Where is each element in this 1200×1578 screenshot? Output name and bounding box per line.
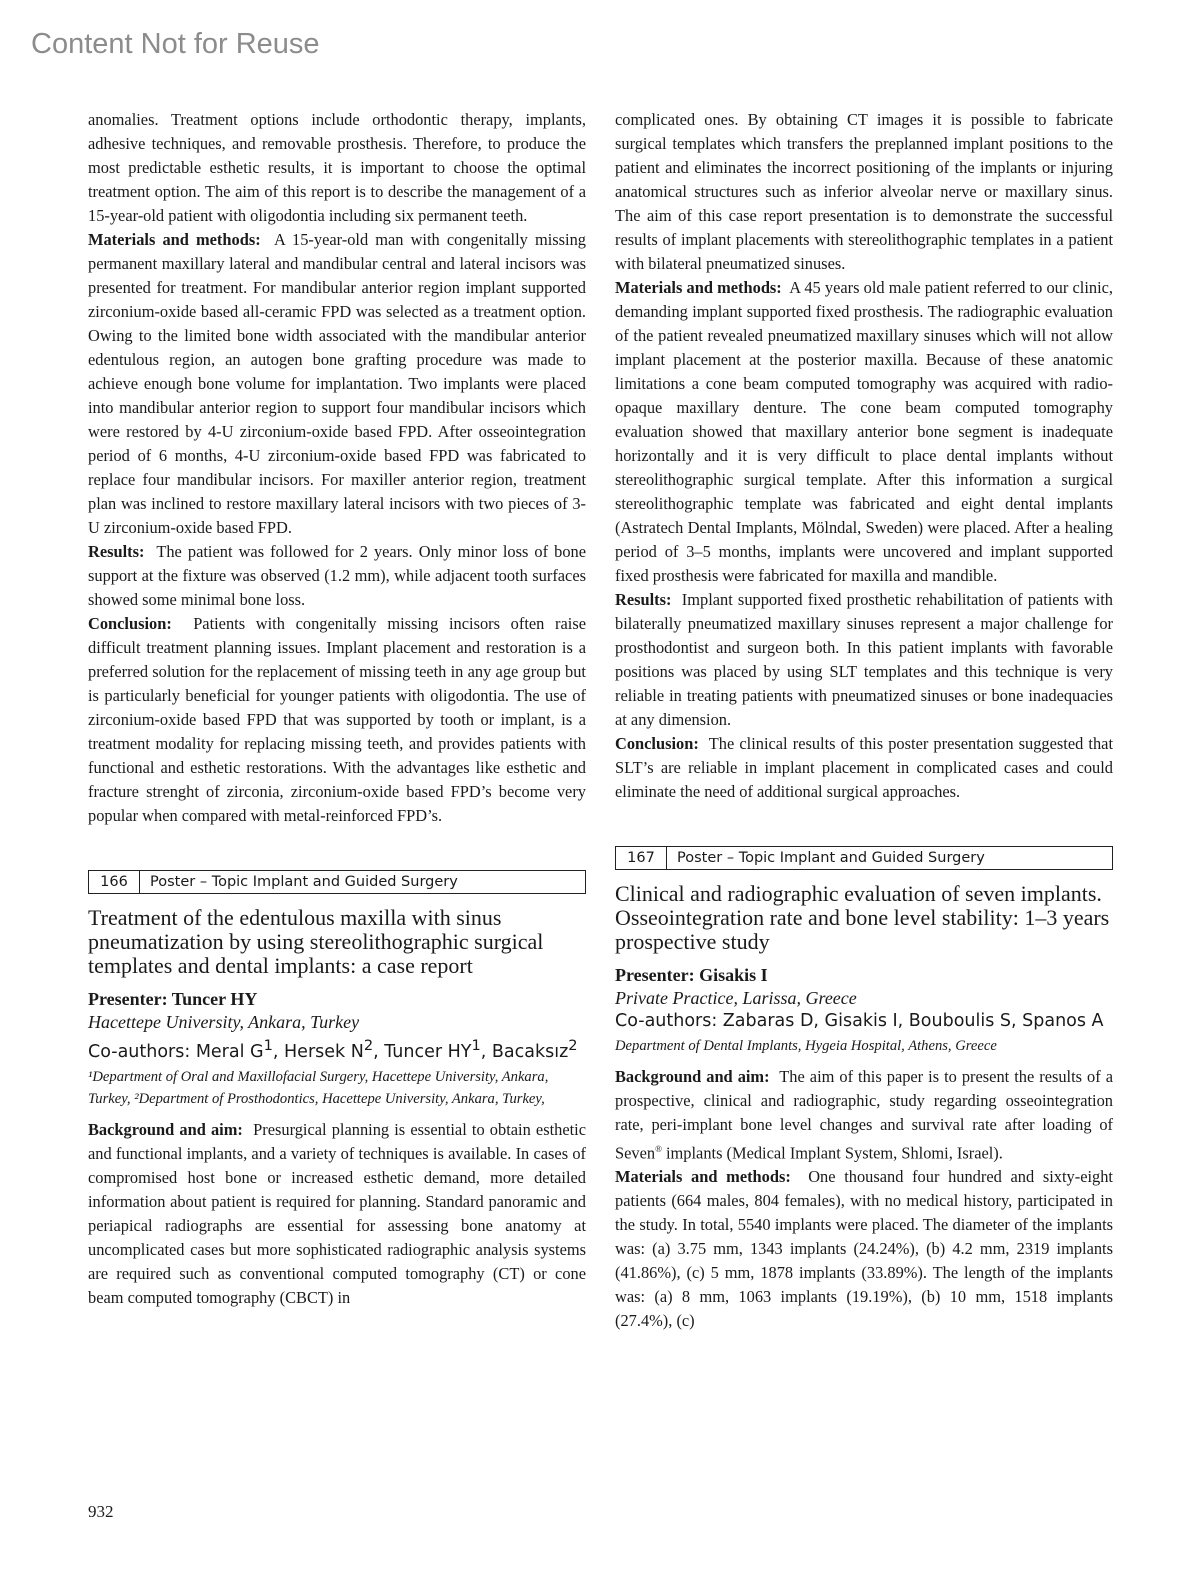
left-column bbox=[88, 108, 586, 1310]
departments: ¹Department of Oral and Maxillofacial Surgery, Hacettepe University, Ankara, Turkey, ²Department of Prosthodontics, Hacettepe University, Ankara, Turkey, bbox=[88, 1068, 549, 1107]
methods-text: One thousand four hundred and sixty-eight patients (664 males, 804 females), with no medical history, participated in the study. In total, 5540 implants were placed. The diameter of the implants was: (a) 3.75 mm, 1343 implants (24.24%), (b) 4.2 mm, 2319 implants (41.86%), (c) 5 mm, 1878 implants (33.89%). The length of the implants was: (a) 8 mm, 1063 implants (19.19%), (b) 10 mm, 1518 implants (27.4%), (c) bbox=[615, 1167, 1113, 1331]
conclusion-label: Conclusion: bbox=[615, 734, 699, 753]
abstract-167-background bbox=[615, 1065, 1113, 1165]
presenter-affiliation: Private Practice, Larissa, Greece bbox=[615, 988, 857, 1008]
results-label: Results: bbox=[615, 590, 672, 609]
abstract-topic: Poster – Topic Implant and Guided Surgery bbox=[150, 874, 458, 890]
abstract-166-title: Treatment of the edentulous maxilla with sinus pneumatization by using stereolithographic surgical templates and dental implants: a case report bbox=[88, 905, 544, 978]
coauthor-sup: 2 bbox=[568, 1037, 578, 1054]
registered-mark: ® bbox=[655, 1144, 662, 1154]
right-column bbox=[615, 108, 1113, 1333]
abstract-166-continuation: complicated ones. By obtaining CT images it is possible to fabricate surgical templates which transfers the preplanned implant positions to the patient and eliminates the incorrect positioning of the implants or injuring anatomical structures such as inferior alveolar nerve or maxillary sinus. The aim of this case report presentation is to demonstrate the successful results of implant placements with stereolithographic templates in a patient with bilateral pneumatized sinuses. bbox=[615, 110, 1113, 273]
methods-label: Materials and methods: bbox=[615, 1167, 791, 1187]
page-number: 932 bbox=[88, 1502, 114, 1521]
abstract-167-tag bbox=[615, 846, 1113, 870]
presenter: Presenter: Gisakis I bbox=[615, 965, 768, 985]
results-text: Implant supported fixed prosthetic rehabilitation of patients with bilaterally pneumatized maxillary sinuses represent a major challenge for prosthodontist and surgeon both. In this patient implants with favorable positions was placed by using SLT templates and this technique is very reliable in treating patients with pneumatized sinuses or bone inadequacies at any dimension. bbox=[615, 590, 1114, 729]
abstract-165-conclusion bbox=[88, 612, 586, 828]
coauthor-sup: 2 bbox=[363, 1037, 374, 1054]
abstract-165-intro: anomalies. Treatment options include orthodontic therapy, implants, adhesive techniques, and removable prosthesis. Therefore, to produce the most predictable esthetic results, it is important to choose the optimal treatment option. The aim of this report is to describe the management of a 15-year-old patient with oligodontia including six permanent teeth. bbox=[88, 110, 586, 225]
abstract-166-background bbox=[88, 1118, 586, 1310]
abstract-topic: Poster – Topic Implant and Guided Surgery bbox=[677, 850, 985, 866]
abstract-165-methods bbox=[88, 228, 586, 540]
presenter-affiliation: Hacettepe University, Ankara, Turkey bbox=[88, 1012, 360, 1032]
background-text-cont: implants (Medical Implant System, Shlomi, Israel). bbox=[661, 1143, 1003, 1163]
coauthors: Co-authors: Zabaras D, Gisakis I, Bouboulis S, Spanos A bbox=[615, 1011, 1104, 1031]
abstract-166-methods bbox=[615, 276, 1113, 588]
presenter: Presenter: Tuncer HY bbox=[88, 989, 258, 1009]
abstract-number: 166 bbox=[89, 871, 140, 893]
methods-text: A 45 years old male patient referred to our clinic, demanding implant supported fixed prosthesis. The radiographic evaluation of the patient revealed pneumatized maxillary sinuses which will not allow implant placement at the posterior maxilla. Because of these anatomic limitations a cone beam computed tomography was acquired with radio-opaque maxillary denture. The cone beam computed tomography evaluation showed that maxillary anterior bone segment is inadequate horizontally and it is very difficult to place dental implants without stereolithographic surgical template. After this information a surgical stereolithographic template was fabricated and eight dental implants (Astratech Dental Implants, Mölndal, Sweden) were placed. After a healing period of 3–5 months, implants were uncovered and implant supported fixed prosthesis were fabricated for maxilla and mandible. bbox=[615, 278, 1113, 585]
conclusion-label: Conclusion: bbox=[88, 614, 172, 633]
coauthor: Hersek N bbox=[284, 1041, 364, 1062]
department: Department of Dental Implants, Hygeia Hospital, Athens, Greece bbox=[615, 1038, 997, 1054]
abstract-165-results bbox=[88, 540, 586, 612]
conclusion-text: The clinical results of this poster presentation suggested that SLT’s are reliable in implant placement in complicated cases and could eliminate the need of additional surgical approaches. bbox=[615, 734, 1113, 801]
watermark: Content Not for Reuse bbox=[31, 28, 320, 60]
background-text: Presurgical planning is essential to obtain esthetic and functional implants, and a variety of techniques is available. In cases of compromised host bone or increased esthetic demand, more detailed information about patient is required for planning. Standard panoramic and periapical radiographs are essential for assessing bone anatomy at uncomplicated cases but more sophisticated radiographic analysis systems are required such as conventional computed tomography (CT) or cone beam computed tomography (CBCT) in bbox=[88, 1119, 586, 1307]
abstract-number: 167 bbox=[616, 847, 667, 869]
coauthor-sup: 1 bbox=[471, 1037, 481, 1054]
coauthors: Co-authors: Meral $G^1$, Hersek $N^2$, Tuncer $HY^1$, Bacaksız$^2$ bbox=[88, 1037, 578, 1062]
methods-label: Materials and methods: bbox=[88, 230, 261, 249]
coauthor: Bacaksız bbox=[491, 1041, 569, 1062]
background-label: Background and aim: bbox=[88, 1119, 243, 1139]
conclusion-text: Patients with congenitally missing incisors often raise difficult treatment planning issues. Implant placement and restoration is a preferred solution for the replacement of missing teeth in any age group but is particularly beneficial for younger patients with oligodontia. The use of zirconium-oxide based FPD that was supported by tooth or implant, is a treatment modality for replacing missing teeth, and provides patients with functional and esthetic restorations. With the advantages like esthetic and fracture strenght of zirconia, zirconium-oxide based FPD’s become very popular when compared with metal-reinforced FPD’s. bbox=[88, 614, 586, 825]
abstract-166-results bbox=[615, 588, 1113, 732]
coauthor: Tuncer HY bbox=[384, 1041, 472, 1062]
abstract-167-methods bbox=[615, 1165, 1113, 1333]
background-label: Background and aim: bbox=[615, 1067, 770, 1086]
methods-text: A 15-year-old man with congenitally missing permanent maxillary lateral and mandibular central and lateral incisors was presented for treatment. For mandibular anterior region implant supported zirconium-oxide based all-ceramic FPD was selected as a treatment option. Owing to the limited bone width associated with the mandibular anterior edentulous region, an autogen bone grafting procedure was made to achieve enough bone volume for implantation. Two implants were placed into mandibular anterior region to support four mandibular incisors which were restored by 4-U zirconium-oxide based FPD. After osseointegration period of 6 months, 4-U zirconium-oxide based FPD was fabricated to replace four mandibular incisors. For maxiller anterior region, treatment plan was inclined to restore maxillary lateral incisors with two pieces of 3-U zirconium-oxide based FPD. bbox=[88, 230, 586, 537]
abstract-167-title: Clinical and radiographic evaluation of seven implants. Osseointegration rate and bone level stability: 1–3 years prospective study bbox=[615, 881, 1110, 954]
methods-label: Materials and methods: bbox=[615, 278, 782, 297]
background-text: The aim of this paper is to present the results of a prospective, clinical and radiographic, study regarding osseointegration rate, peri-implant bone level changes and survival rate after loading of Seven bbox=[615, 1067, 1113, 1163]
results-text: The patient was followed for 2 years. Only minor loss of bone support at the fixture was observed (1.2 mm), while adjacent tooth surfaces showed some minimal bone loss. bbox=[88, 542, 586, 609]
abstract-166-conclusion bbox=[615, 732, 1113, 804]
results-label: Results: bbox=[88, 542, 145, 561]
coauthor-sup: 1 bbox=[263, 1037, 273, 1054]
coauthors-prefix: Co-authors: bbox=[88, 1041, 196, 1062]
coauthor: Meral G bbox=[195, 1041, 264, 1062]
abstract-166-tag bbox=[88, 870, 586, 894]
